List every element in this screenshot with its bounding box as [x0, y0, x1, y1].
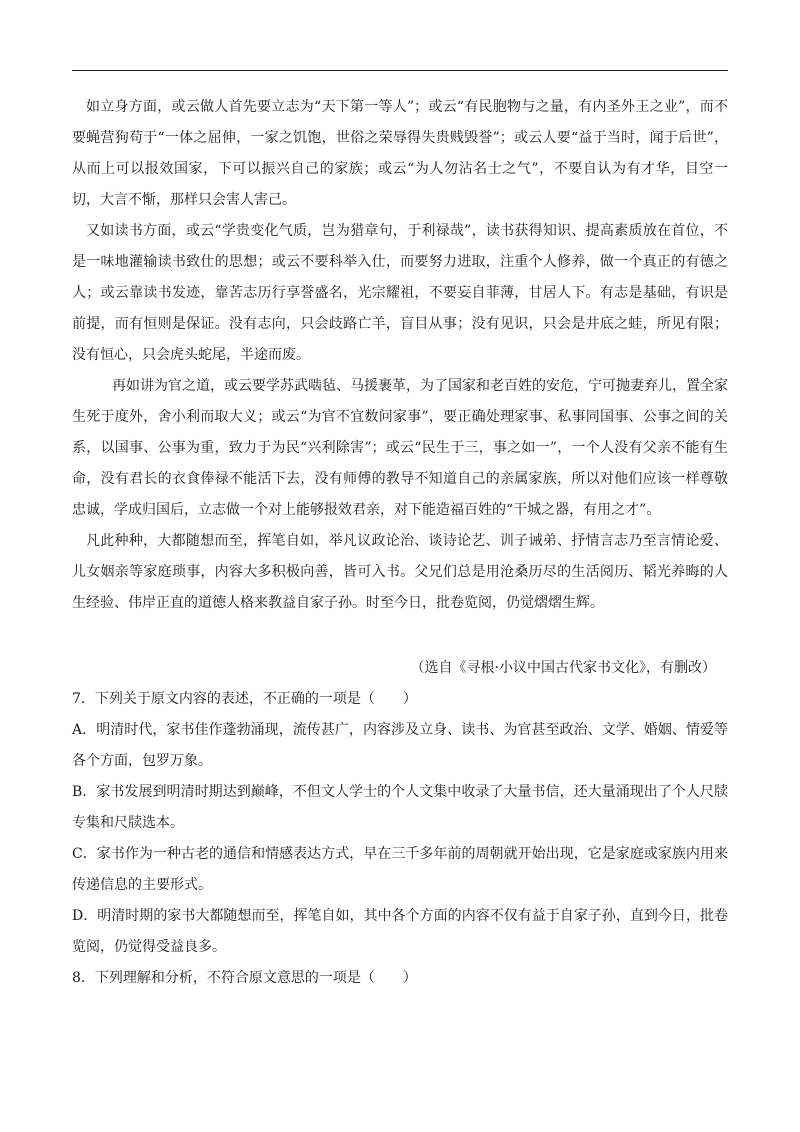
question-7-option-d: D．明清时期的家书大都随想而至，挥笔自如，其中各个方面的内容不仅有益于自家子孙，直到今日，批卷览阅，仍觉得受益良多。	[72, 908, 728, 955]
passage-paragraph-1: 如立身方面，或云做人首先要立志为“天下第一等人”；或云“有民胞物与之量，有内圣外王之业”，而不要蝇营狗苟于“一体之屈伸，一家之饥饱，世俗之荣辱得失贵贱毁誉”；或云人要“益于当时，闻于后世”，从而上可以报效国家，下可以振兴自己的家族；或云“为人勿沾名士之气”，不要自认为有才华，目空一切，大言不惭，那样只会害人害己。	[72, 99, 728, 208]
question-8-stem: 8．下列理解和分析，不符合原文意思的一项是（ ）	[72, 970, 417, 986]
question-7-option-b: B．家书发展到明清时期达到巅峰，不但文人学士的个人文集中收录了大量书信，还大量涌现出了个人尺牍专集和尺牍选本。	[72, 784, 728, 831]
passage-paragraph-2: 又如读书方面，或云“学贵变化气质，岂为猎章句，于利禄哉”，读书获得知识、提高素质放在首位，不是一味地灌输读书致仕的思想；或云不要科举入仕，而要努力进取，注重个人修养，做一个真正的有德之人；或云靠读书发迹，靠苦志历行享誉盛名，光宗耀祖，不要妄自菲薄，甘居人下。有志是基础，有识是前提，而有恒则是保证。没有志向，只会歧路亡羊，盲目从事；没有见识，只会是井底之蛙，所见有限；没有恒心，只会虎头蛇尾，半途而废。	[72, 223, 728, 363]
passage-paragraph-4: 凡此种种，大都随想而至，挥笔自如，举凡议政论治、谈诗论艺、训子诫弟、抒情言志乃至言情论爱、儿女姻亲等家庭琐事，内容大多积极向善，皆可入书。父兄们总是用沧桑历尽的生活阅历、韬光养晦的人生经验、伟岸正直的道德人格来教益自家子孙。时至今日，批卷览阅，仍觉熠熠生辉。	[72, 533, 728, 611]
question-7	[72, 684, 728, 963]
question-8	[72, 963, 728, 994]
question-7-option-c: C．家书作为一种古老的通信和情感表达方式，早在三千多年前的周朝就开始出现，它是家庭或家族内用来传递信息的主要形式。	[72, 846, 728, 893]
header-rule	[72, 70, 728, 71]
question-7-option-a: A．明清时代，家书佳作蓬勃涌现，流传甚广，内容涉及立身、读书、为官甚至政治、文学、婚姻、情爱等各个方面，包罗万象。	[72, 722, 728, 769]
passage-source: （选自《寻根·小议中国古代家书文化》，有删改）	[410, 660, 716, 676]
passage-paragraph-3: 再如讲为官之道，或云要学苏武啮毡、马援裹革，为了国家和老百姓的安危，宁可抛妻弃儿，置全家生死于度外，舍小利而取大义；或云“为官不宜数问家事”，要正确处理家事、私事同国事、公事之间的关系，以国事、公事为重，致力于为民“兴利除害”；或云“民生于三，事之如一”，一个人没有父亲不能有生命，没有君长的衣食俸禄不能活下去，没有师傅的教导不知道自己的亲属家族，所以对他们应该一样尊敬忠诚，学成归国后，立志做一个对上能够报效君亲，对下能造福百姓的“干城之器，有用之才”。	[72, 378, 728, 518]
document-body	[72, 92, 728, 994]
question-7-stem: 7．下列关于原文内容的表述，不正确的一项是（ ）	[72, 691, 417, 707]
